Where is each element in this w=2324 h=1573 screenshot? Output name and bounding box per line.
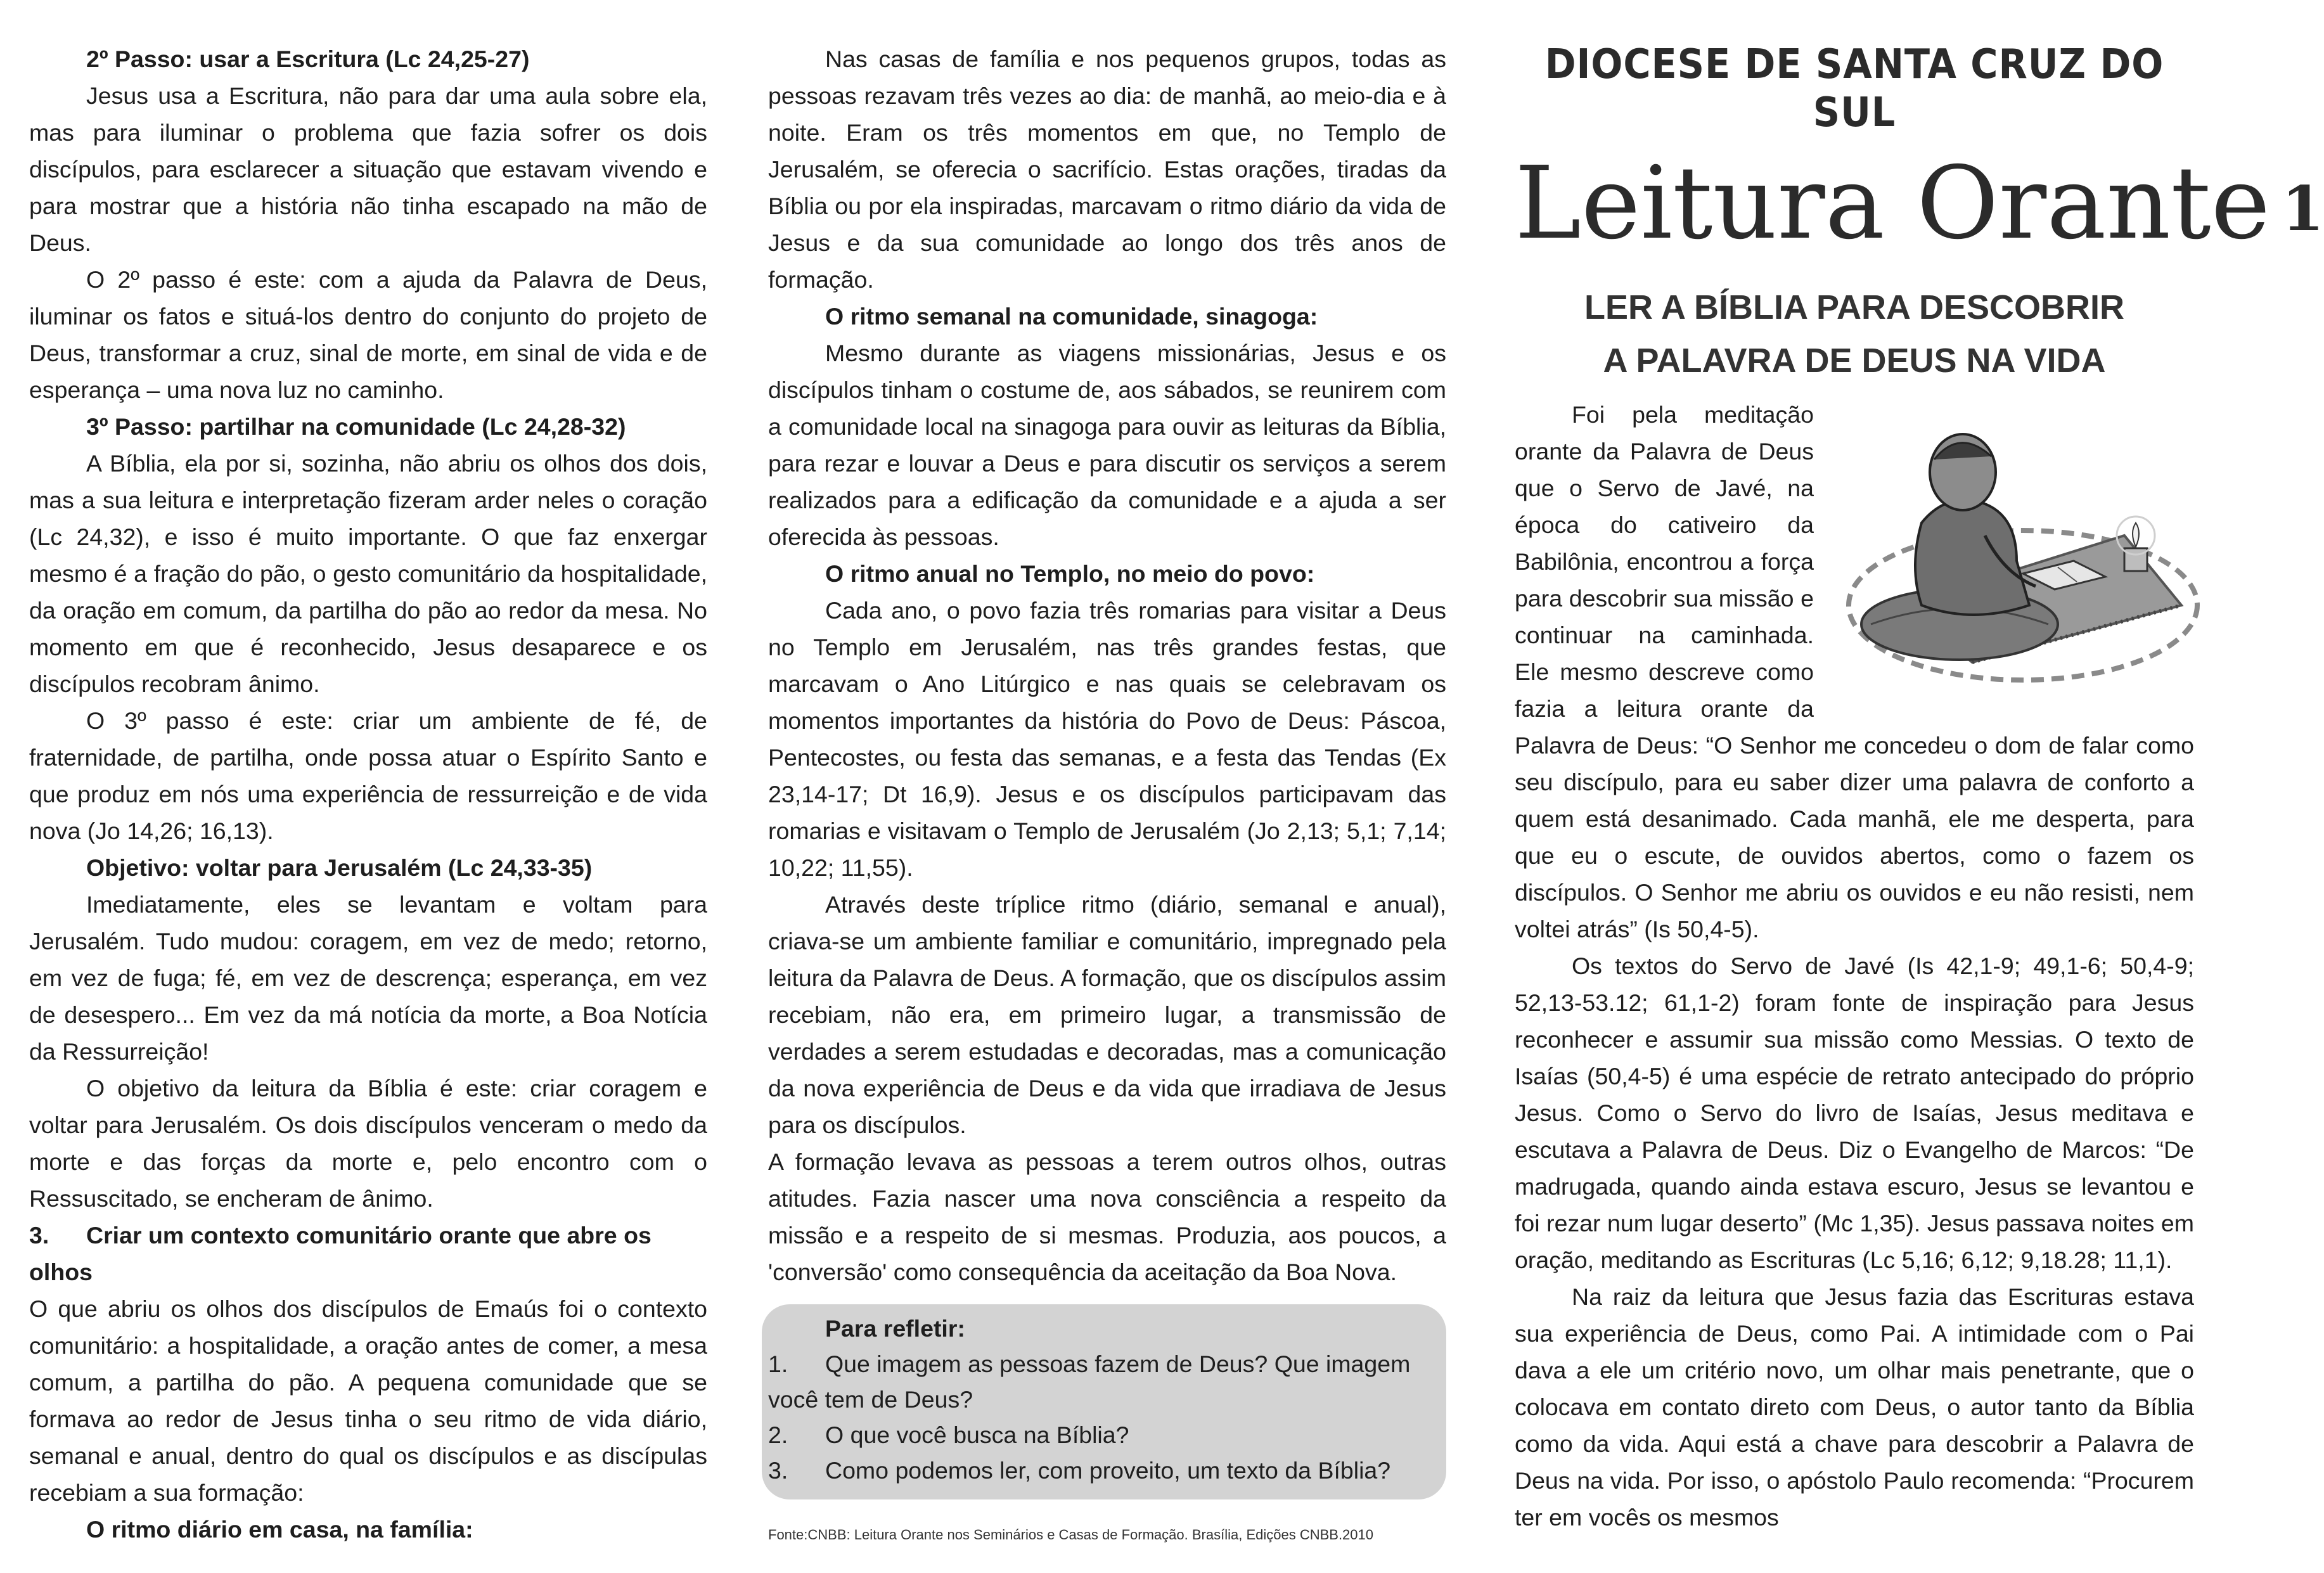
item-text: Que imagem as pessoas fazem de Deus? Que imagem você tem de Deus? (768, 1351, 1411, 1413)
paragraph: Através deste tríplice ritmo (diário, semanal e anual), criava-se um ambiente familiar e comunitário, impregnado pela leitura da Palavra de Deus. A formação, que os discípulos assim recebiam, não era, em primeiro lugar, a transmissão de verdades a serem estudadas e decoradas, mas a comunicação da nova experiência de Deus e da vida que irradiava de Jesus para os discípulos. (768, 891, 1446, 1138)
section-number: 3. (29, 1222, 49, 1249)
subtitle-line: LER A BÍBLIA PARA DESCOBRIR (1584, 288, 2124, 326)
reflection-title: Para refletir: (825, 1315, 965, 1342)
source-citation: Fonte:CNBB: Leitura Orante nos Seminários e Casas de Formação. Brasília, Edições CNBB.2010 (768, 1527, 1374, 1543)
section-heading: Objetivo: voltar para Jerusalém (Lc 24,33-35) (86, 854, 593, 881)
intro-section (1515, 396, 2194, 947)
section-heading-text: Criar um contexto comunitário orante que abre os olhos (29, 1222, 652, 1285)
section-heading: O ritmo semanal na comunidade, sinagoga: (825, 303, 1318, 330)
paragraph: O 3º passo é este: criar um ambiente de fé, de fraternidade, de partilha, onde possa atuar o Espírito Santo e que produz em nós uma experiência de ressurreição e de vida nova (Jo 14,26; 16,13). (29, 707, 707, 844)
item-text: O que você busca na Bíblia? (825, 1422, 1129, 1448)
item-number: 2. (768, 1422, 788, 1448)
page-title (1515, 145, 2324, 263)
reflection-item (768, 1453, 1431, 1488)
paragraph: Nas casas de família e nos pequenos grupos, todas as pessoas rezavam três vezes ao dia: de manhã, ao meio-dia e à noite. Eram os três momentos em que, no Templo de Jerusalém, se oferecia o sacrifício. Estas orações, tiradas da Bíblia ou por ela inspiradas, marcavam o ritmo diário da vida de Jesus e da sua comunidade ao longo dos três anos de formação. (768, 46, 1446, 293)
paragraph: Na raiz da leitura que Jesus fazia das Escrituras estava sua experiência de Deus, como Pai. A intimidade com o Pai dava a ele um critério novo, um olhar mais penetrante, que o colocava em contato direto com Deus, o autor tanto da Bíblia como da vida. Aqui está a chave para descobrir a Palavra de Deus na vida. Por isso, o apóstolo Paulo recomenda: “Procurem ter em vocês os mesmos (1515, 1283, 2194, 1531)
section-heading: O ritmo anual no Templo, no meio do povo: (825, 560, 1315, 587)
section-heading: O ritmo diário em casa, na família: (86, 1516, 473, 1543)
subtitle-line: A PALAVRA DE DEUS NA VIDA (1603, 342, 2106, 380)
title-text: Leitura Orante (1515, 145, 2271, 262)
paragraph: O objetivo da leitura da Bíblia é este: criar coragem e voltar para Jerusalém. Os dois discípulos venceram o medo da morte e das forças da morte e, pelo encontro com o Ressuscitado, se encheram de ânimo. (29, 1075, 707, 1212)
column-right (1515, 41, 2324, 1536)
paragraph: Foi pela meditação orante da Palavra de Deus que o Servo de Javé, na época do cativeiro da Babilônia, encontrou a força para descobrir sua missão e continuar na caminhada. Ele mesmo descreve como fazia a leitura orante da Palavra de Deus: “O Senhor me concedeu o dom de falar como seu discípulo, para eu saber dizer uma palavra de conforto a quem está desanimado. Cada manhã, ele me desperta, para que eu o escute, de ouvidos abertos, como o fazem os discípulos. O Senhor me abriu os ouvidos e eu não resisti, nem voltei atrás” (Is 50,4-5). (1515, 401, 2194, 942)
paragraph: Jesus usa a Escritura, não para dar uma aula sobre ela, mas para iluminar o problema que fazia sofrer os dois discípulos, para esclarecer a situação que estavam vivendo e para mostrar que a história não tinha escapado na mão de Deus. (29, 82, 707, 256)
item-number: 1. (768, 1351, 788, 1377)
title-number: 1 (2282, 173, 2324, 245)
paragraph: O 2º passo é este: com a ajuda da Palavra de Deus, iluminar os fatos e situá-los dentro do conjunto do projeto de Deus, transformar a cruz, sinal de morte, em sinal de vida e de esperança – uma nova luz no caminho. (29, 266, 707, 403)
paragraph: O que abriu os olhos dos discípulos de Emaús foi o contexto comunitário: a hospitalidade, a oração antes de comer, a mesa comum, a partilha do pão. A pequena comunidade que se formava ao redor de Jesus tinha o seu ritmo de vida diário, semanal e anual, dentro do qual os discípulos e as discípulas recebiam a sua formação: (29, 1295, 707, 1506)
praying-person-illustration (1826, 396, 2194, 694)
diocese-header: DIOCESE DE SANTA CRUZ DO SUL (1544, 41, 2164, 136)
paragraph: Cada ano, o povo fazia três romarias para visitar a Deus no Templo em Jerusalém, nas três grandes festas, que marcavam o Ano Litúrgico e nas quais se celebravam os momentos importantes da história do Povo de Deus: Páscoa, Pentecostes, ou festa das semanas, e a festa das Tendas (Ex 23,14-17; Dt 16,9). Jesus e os discípulos participavam das romarias e visitavam o Templo de Jerusalém (Jo 2,13; 5,1; 7,14; 10,22; 11,55). (768, 597, 1446, 881)
column-middle (768, 41, 1446, 1545)
paragraph: A Bíblia, ela por si, sozinha, não abriu os olhos dos dois, mas a sua leitura e interpretação fizeram arder neles o coração (Lc 24,32), e isso é muito importante. O que faz enxergar mesmo é a fração do pão, o gesto comunitário da hospitalidade, da oração em comum, da partilha do pão ao redor da mesa. No momento em que é reconhecido, Jesus desaparece e os discípulos recobram ânimo. (29, 450, 707, 697)
paragraph: Os textos do Servo de Javé (Is 42,1-9; 49,1-6; 50,4-9; 52,13-53.12; 61,1-2) foram fonte de inspiração para Jesus reconhecer e assumir sua missão como Messias. O texto de Isaías (50,4-5) é uma espécie de retrato antecipado do próprio Jesus. Como o Servo do livro de Isaías, Jesus meditava e escutava a Palavra de Deus. Diz o Evangelho de Marcos: “De madrugada, quando ainda estava escuro, Jesus se levantou e foi rezar num lugar deserto” (Mc 1,35). Jesus passava noites em oração, meditando as Escrituras (Lc 5,16; 6,12; 9,18.28; 11,1). (1515, 953, 2194, 1273)
section-heading: 3º Passo: partilhar na comunidade (Lc 24,28-32) (86, 413, 626, 440)
reflection-item (768, 1346, 1431, 1417)
paragraph: A formação levava as pessoas a terem outros olhos, outras atitudes. Fazia nascer uma nova consciência a respeito da missão e a respeito de si mesmas. Produzia, aos poucos, a 'conversão' como consequência da aceitação da Boa Nova. (768, 1148, 1446, 1285)
numbered-section-heading (29, 1217, 707, 1290)
item-text: Como podemos ler, com proveito, um texto da Bíblia? (825, 1457, 1391, 1484)
paragraph: Imediatamente, eles se levantam e voltam para Jerusalém. Tudo mudou: coragem, em vez de medo; retorno, em vez de fuga; fé, em vez de descrença; esperança, em vez de desespero... Em vez da má notícia da morte, a Boa Notícia da Ressurreição! (29, 891, 707, 1065)
reflection-item (768, 1417, 1431, 1453)
column-left (29, 41, 707, 1548)
reflection-box (762, 1304, 1446, 1499)
item-number: 3. (768, 1457, 788, 1484)
paragraph: Mesmo durante as viagens missionárias, Jesus e os discípulos tinham o costume de, aos sábados, se reunirem com a comunidade local na sinagoga para ouvir as leituras da Bíblia, para rezar e louvar a Deus e para discutir os serviços a serem realizados para a edificação da comunidade e a ajuda a ser oferecida às pessoas. (768, 340, 1446, 550)
subtitle (1515, 281, 2194, 387)
section-heading: 2º Passo: usar a Escritura (Lc 24,25-27) (86, 46, 530, 72)
